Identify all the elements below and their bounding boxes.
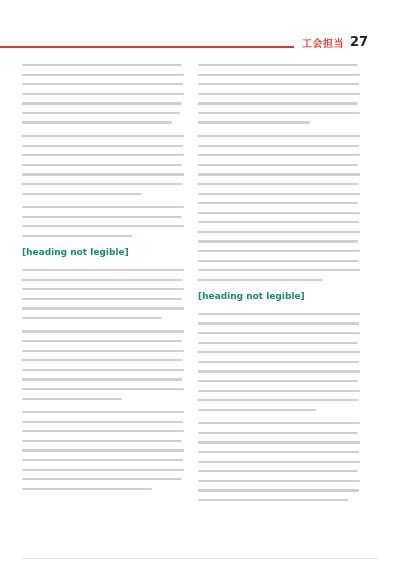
text-line [198, 121, 310, 123]
text-line [22, 388, 184, 390]
text-line [22, 307, 184, 309]
text-line [198, 221, 359, 223]
text-line [198, 240, 358, 242]
text-line [22, 340, 182, 342]
text-line [22, 411, 184, 413]
text-line [198, 231, 360, 233]
text-line [22, 378, 182, 380]
header-rule [0, 46, 294, 48]
right-column [198, 64, 360, 550]
text-line [22, 154, 184, 156]
text-line [198, 422, 360, 424]
text-line [22, 225, 184, 227]
text-line [22, 369, 184, 371]
text-line [198, 470, 358, 472]
text-line [22, 478, 182, 480]
text-line [22, 288, 184, 290]
text-line [22, 64, 182, 66]
text-line [198, 74, 360, 76]
section-heading [198, 291, 360, 303]
text-line [198, 432, 358, 434]
text-line [22, 350, 184, 352]
text-line [22, 102, 182, 104]
text-line [198, 202, 358, 204]
text-line [198, 441, 360, 443]
text-line [198, 64, 358, 66]
text-line [198, 499, 348, 501]
text-line [198, 102, 358, 104]
text-line [22, 74, 184, 76]
text-line [198, 183, 359, 185]
section-heading [22, 247, 184, 259]
text-line [198, 164, 358, 166]
text-line [22, 235, 132, 237]
column-label: 工会担当 [302, 39, 344, 50]
text-line [198, 173, 360, 175]
page-number: 27 [350, 35, 369, 50]
text-line [22, 449, 184, 451]
text-line [22, 121, 172, 123]
text-line [198, 112, 360, 114]
text-line [22, 83, 183, 85]
text-line [22, 164, 182, 166]
text-line [198, 322, 359, 324]
text-line [22, 173, 184, 175]
text-line [198, 279, 322, 281]
text-line [198, 390, 360, 392]
text-line [22, 469, 184, 471]
text-line [198, 451, 359, 453]
text-line [22, 317, 162, 319]
text-line [198, 135, 360, 137]
text-line [198, 154, 360, 156]
text-line [198, 351, 360, 353]
text-line [22, 330, 184, 332]
text-line [198, 370, 360, 372]
text-line [22, 206, 184, 208]
text-line [22, 135, 184, 137]
text-line [198, 269, 360, 271]
text-line [22, 459, 183, 461]
text-line [22, 193, 142, 195]
text-line [22, 269, 184, 271]
text-line [198, 361, 359, 363]
left-column [22, 64, 184, 550]
text-line [22, 359, 183, 361]
text-line [198, 193, 360, 195]
section-heading-text: [heading not legible] [22, 248, 129, 259]
footer-rule [22, 558, 378, 559]
text-line [198, 250, 360, 252]
text-line [198, 480, 360, 482]
text-line [22, 398, 122, 400]
text-line [22, 488, 152, 490]
text-line [22, 421, 183, 423]
text-line [22, 93, 184, 95]
text-line [198, 93, 360, 95]
text-line [22, 145, 183, 147]
text-line [22, 279, 183, 281]
text-line [22, 298, 182, 300]
text-line [198, 83, 359, 85]
text-line [22, 440, 182, 442]
text-line [198, 145, 359, 147]
section-heading-text: [heading not legible] [198, 291, 305, 302]
text-line [22, 430, 184, 432]
text-line [198, 409, 316, 411]
text-line [22, 112, 180, 114]
text-line [198, 342, 358, 344]
text-line [198, 461, 360, 463]
text-line [22, 183, 183, 185]
text-line [198, 212, 360, 214]
text-line [198, 380, 358, 382]
text-line [198, 313, 360, 315]
text-line [198, 399, 359, 401]
text-line [198, 260, 359, 262]
text-line [22, 216, 182, 218]
text-line [198, 332, 360, 334]
text-line [198, 489, 359, 491]
